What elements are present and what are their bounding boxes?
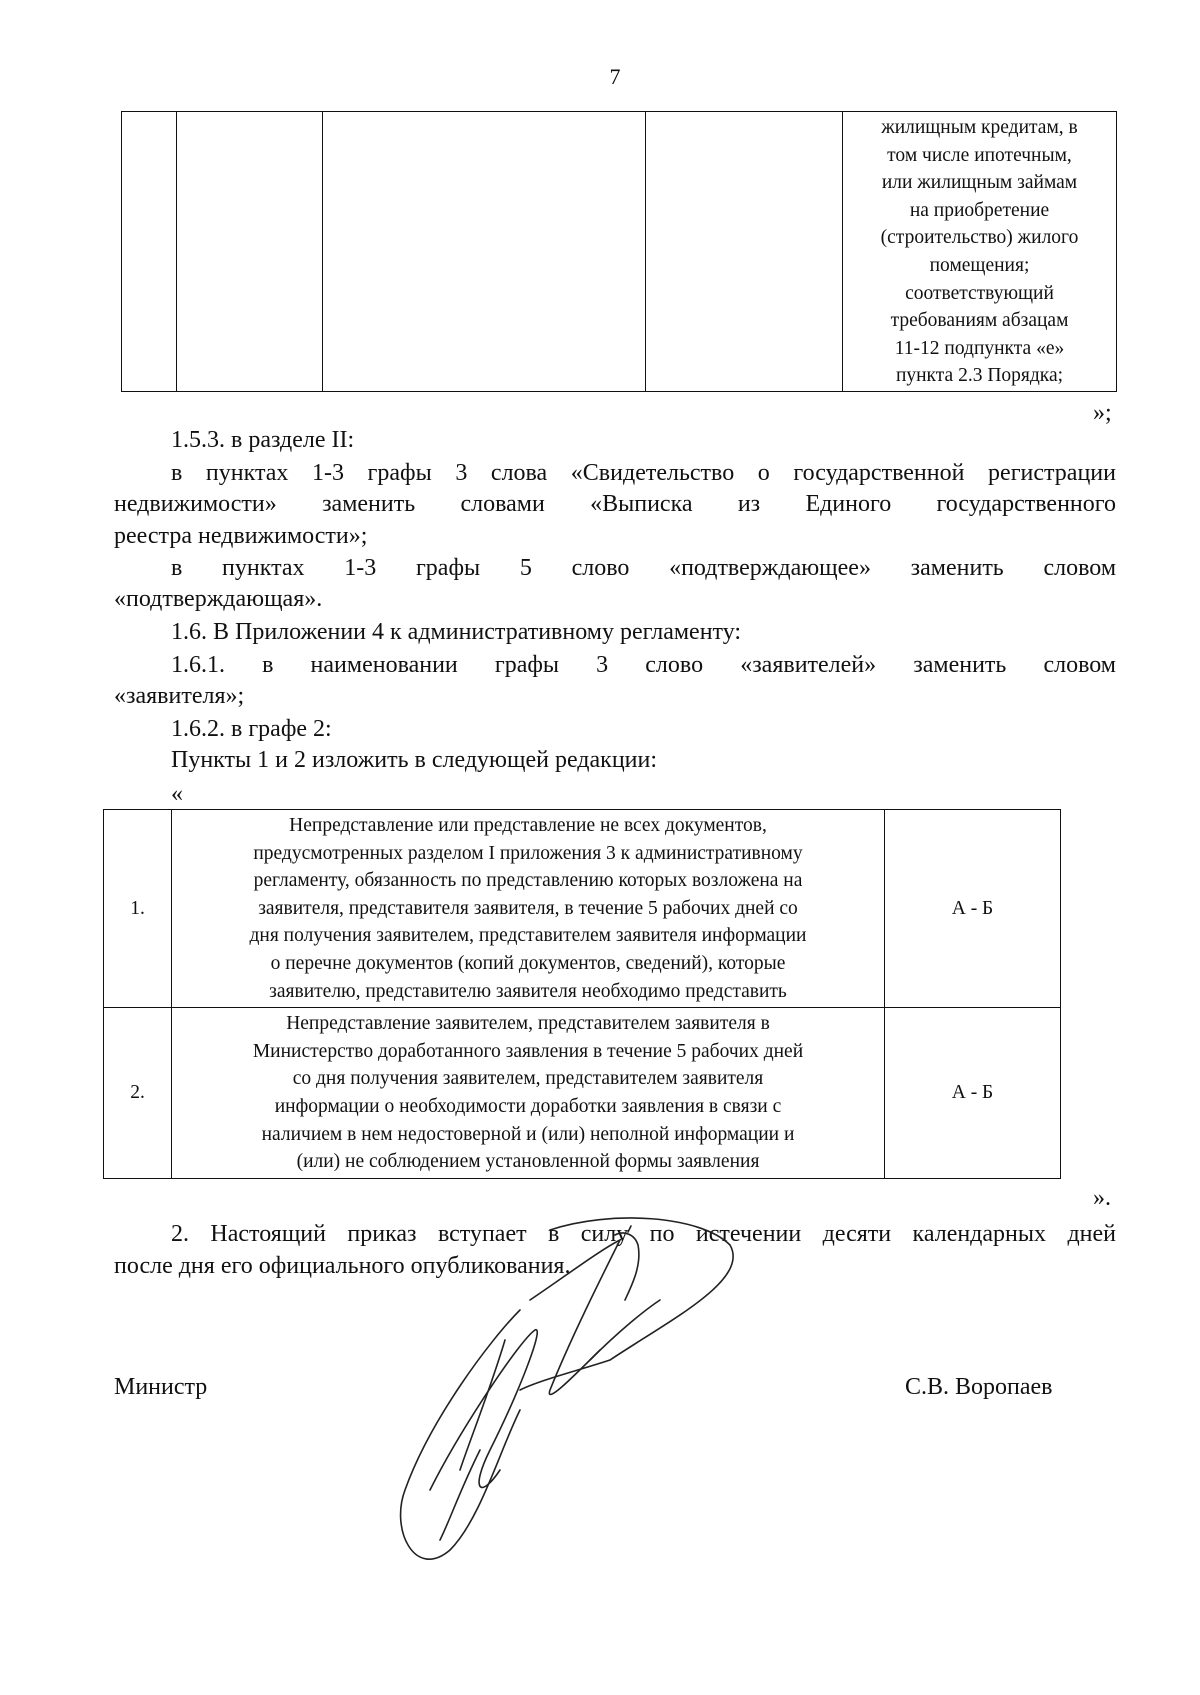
paragraph-text: в пунктах 1-3 графы 3 слова «Свидетельство о государственной регистрации — [171, 460, 1116, 486]
closing-quote: ». — [1093, 1185, 1111, 1211]
signatory-position: Министр — [114, 1374, 208, 1400]
cell-line: о перечне документов (копий документов, сведений), которые — [270, 952, 786, 974]
paragraph-1-5-3: 1.5.3. в разделе II: — [171, 427, 355, 453]
paragraph-text: «подтверждающая». — [114, 586, 323, 612]
cell-line: Непредставление заявителем, представителем заявителя в — [286, 1013, 770, 1035]
cell-line: заявителю, представителю заявителя необходимо представить — [269, 980, 787, 1002]
cell-line: информации о необходимости доработки заявления в связи с — [274, 1096, 782, 1118]
paragraph-text: после дня его официального опубликования. — [114, 1253, 571, 1279]
cell-line: (строительство) жилого — [880, 227, 1079, 249]
row-code: А - Б — [885, 810, 1061, 1008]
cell-line: Непредставление или представление не всех документов, — [289, 815, 767, 836]
page-number: 7 — [609, 64, 621, 89]
paragraph-1-6: 1.6. В Приложении 4 к административному регламенту: — [171, 619, 742, 645]
table-cell — [646, 112, 843, 392]
paragraph-1-6-1: 1.6.1. в наименовании графы 3 слово «заявителей» заменить словом — [171, 652, 1116, 678]
signatory-name: С.В. Воропаев — [905, 1374, 1053, 1400]
row-description — [172, 810, 885, 1008]
cell-line: регламенту, обязанность по представлению которых возложена на — [253, 870, 803, 892]
cell-line: помещения; — [929, 254, 1030, 276]
table-cell — [177, 112, 323, 392]
paragraph-text: Пункты 1 и 2 изложить в следующей редакции: — [171, 747, 658, 773]
closing-quote: »; — [1093, 400, 1112, 426]
cell-line: соответствующий — [905, 282, 1054, 304]
cell-line: пункта 2.3 Порядка; — [895, 365, 1064, 387]
cell-line: наличием в нем недостоверной и (или) неполной информации и — [261, 1123, 795, 1145]
paragraph-text: недвижимости» заменить словами «Выписка из Единого государственного — [114, 491, 1116, 517]
row-number: 2. — [104, 1008, 172, 1179]
table-row — [104, 810, 1061, 1008]
paragraph-text: в пунктах 1-3 графы 5 слово «подтверждающее» заменить словом — [171, 555, 1116, 581]
requirements-cell — [843, 112, 1117, 392]
cell-line: 11-12 подпункта «е» — [894, 337, 1065, 359]
cell-line: заявителя, представителя заявителя, в течение 5 рабочих дней со — [258, 897, 798, 919]
paragraph-text: реестра недвижимости»; — [114, 523, 368, 549]
cell-line: дня получения заявителем, представителем заявителя информации — [249, 925, 807, 947]
continuation-table — [121, 111, 1117, 392]
table-row — [104, 1008, 1061, 1179]
table-cell — [122, 112, 177, 392]
paragraph-1-6-2: 1.6.2. в графе 2: — [171, 716, 332, 742]
table-cell — [323, 112, 646, 392]
cell-line: Министерство доработанного заявления в течение 5 рабочих дней — [252, 1040, 804, 1062]
cell-line: на приобретение — [909, 199, 1050, 221]
cell-line: требованиям абзацам — [890, 310, 1069, 332]
opening-quote: « — [171, 781, 183, 807]
handwritten-signature — [370, 1190, 750, 1570]
paragraph-2: 2. Настоящий приказ вступает в силу по истечении десяти календарных дней — [171, 1221, 1116, 1247]
cell-line: со дня получения заявителем, представителем заявителя — [292, 1068, 764, 1090]
row-description — [172, 1008, 885, 1179]
cell-line: предусмотренных разделом I приложения 3 к административному — [253, 842, 803, 864]
cell-line: жилищным кредитам, в — [881, 117, 1078, 138]
cell-line: том числе ипотечным, — [887, 144, 1072, 166]
paragraph-text: «заявителя»; — [114, 683, 245, 709]
cell-line: (или) не соблюдением установленной формы заявления — [296, 1151, 760, 1173]
row-code: А - Б — [885, 1008, 1061, 1179]
row-number: 1. — [104, 810, 172, 1008]
replacement-table — [103, 809, 1061, 1179]
cell-line: или жилищным займам — [881, 172, 1078, 194]
